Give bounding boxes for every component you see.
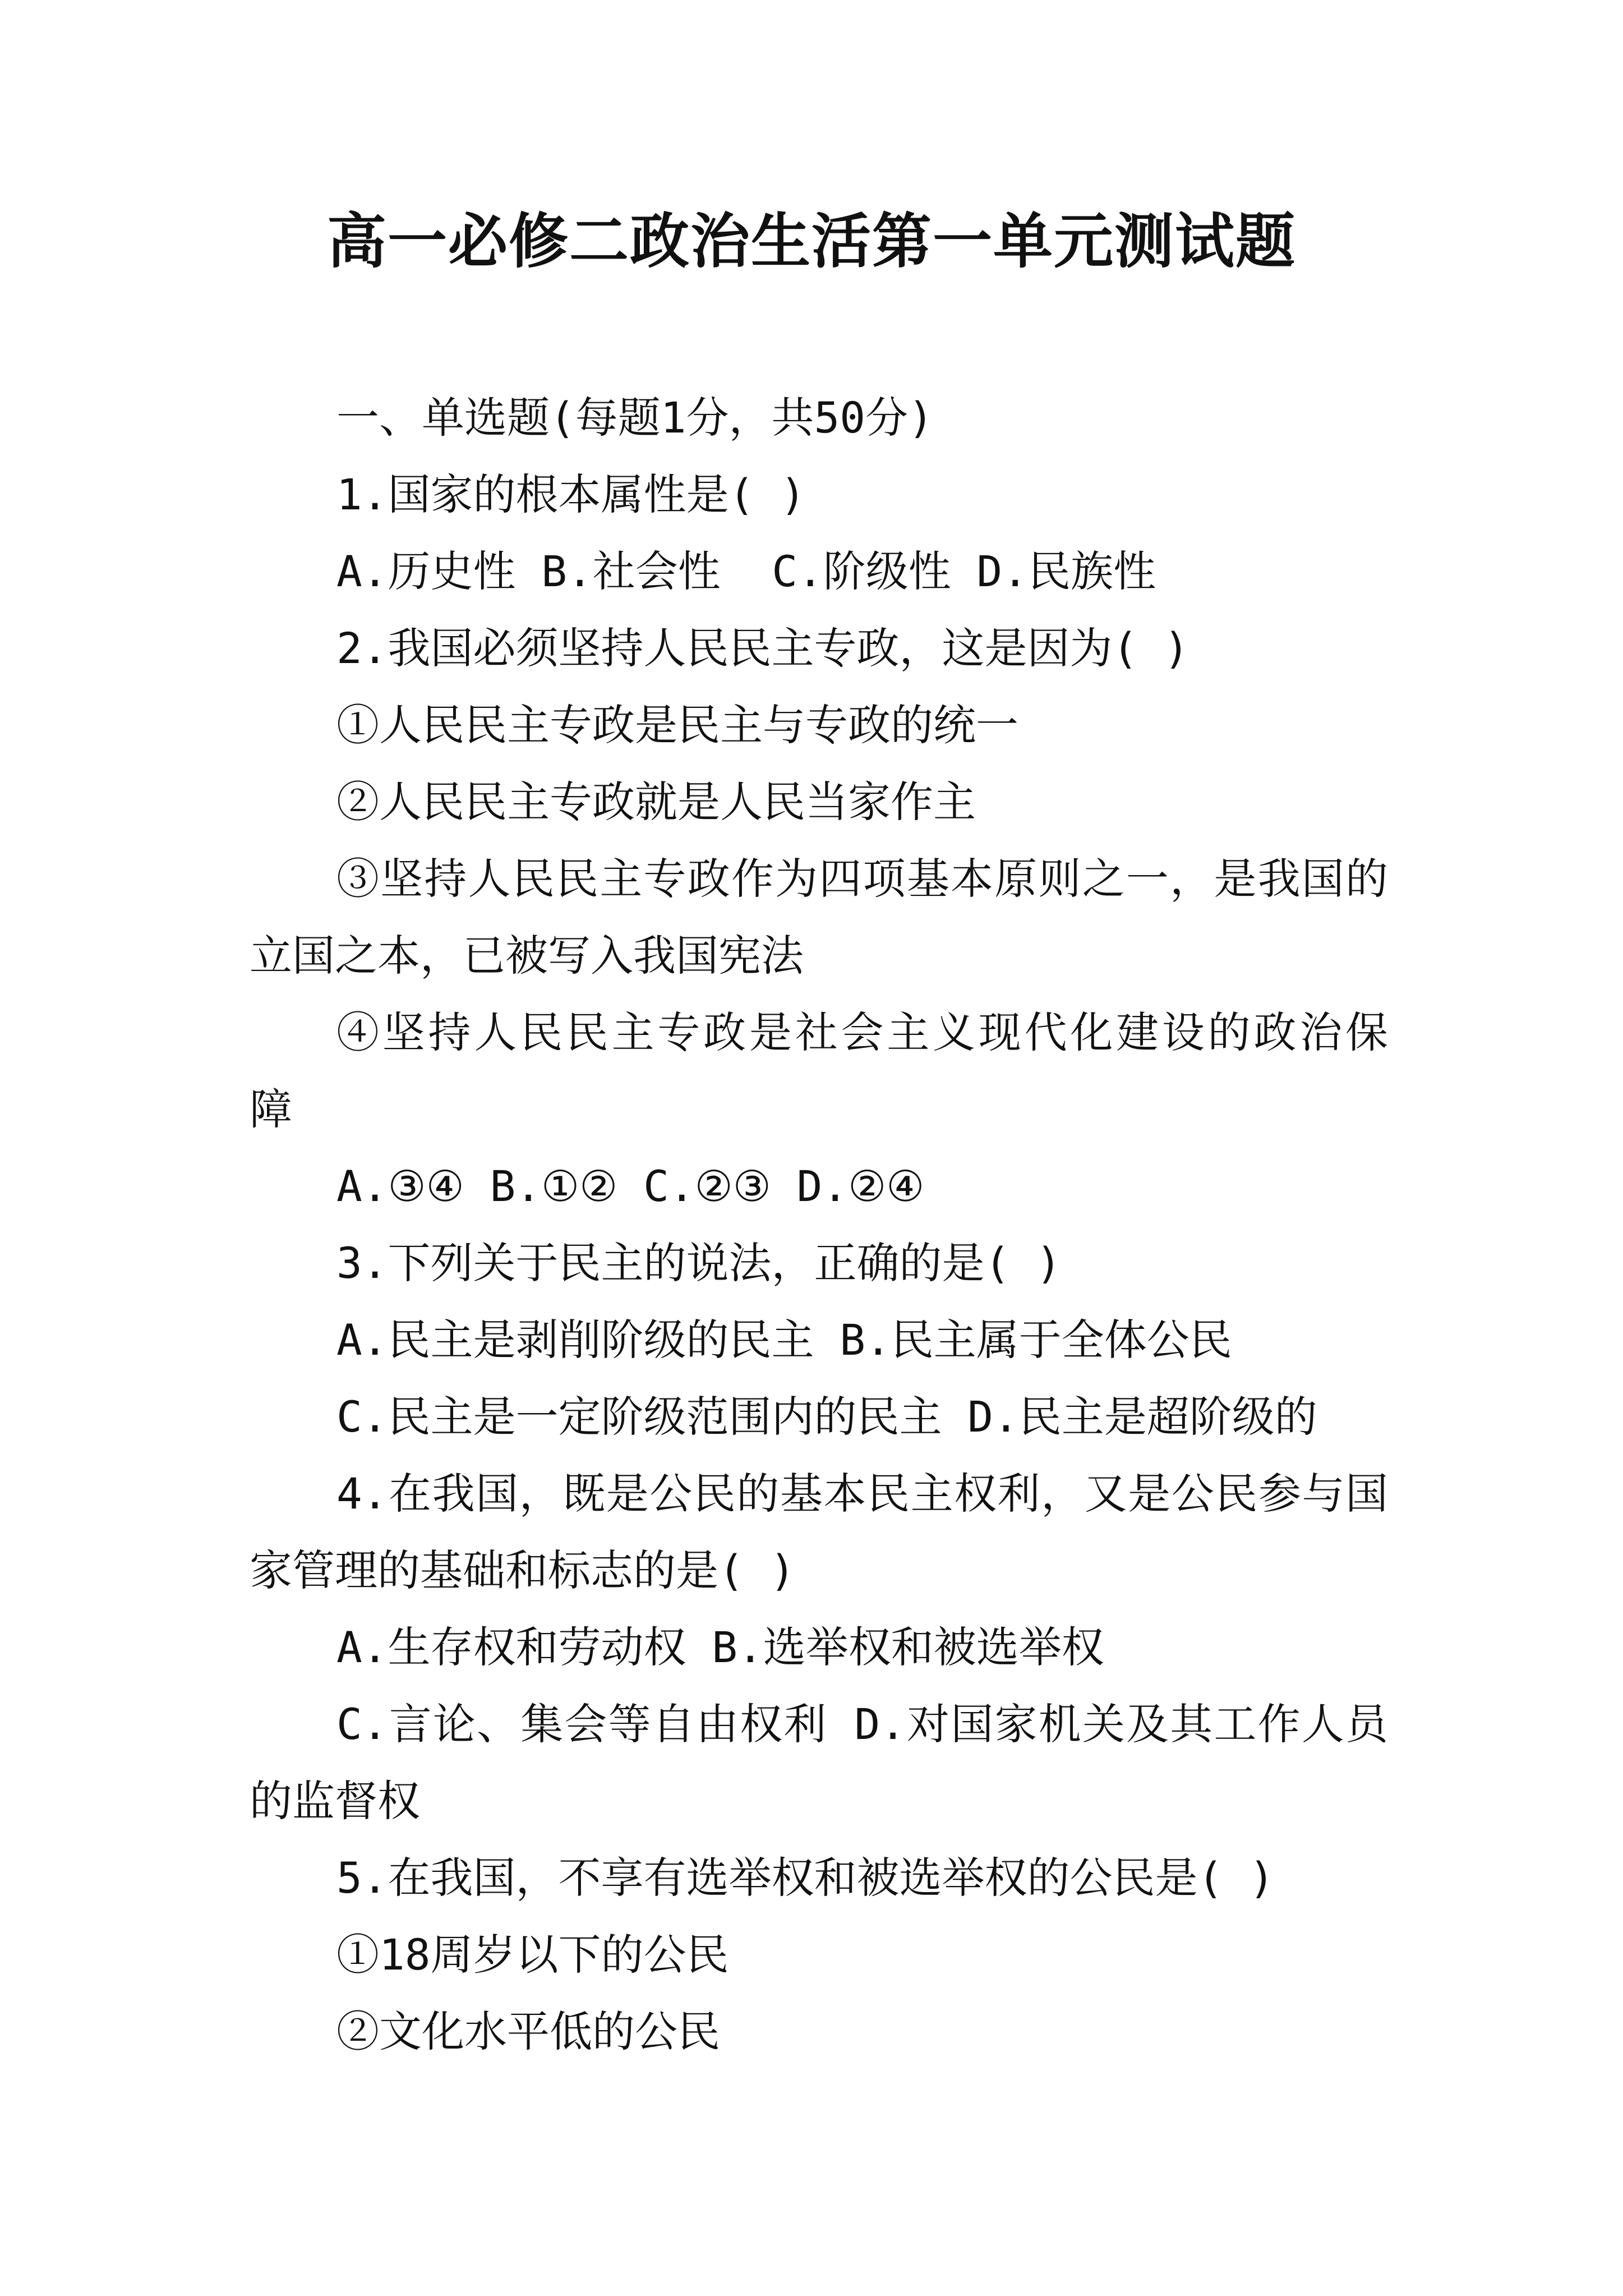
question-1: 1.国家的根本属性是( ) <box>336 470 806 519</box>
question-3-options-ab: A.民主是剥削阶级的民主 B.民主属于全体公民 <box>336 1315 1232 1365</box>
question-2-statement-4-continued: 障 <box>250 1084 292 1134</box>
question-2-statement-1: ①人民民主专政是民主与专政的统一 <box>336 700 1018 750</box>
question-4-options-ab: A.生存权和劳动权 B.选举权和被选举权 <box>336 1622 1104 1672</box>
question-1-options: A.历史性 B.社会性 C.阶级性 D.民族性 <box>336 546 1156 596</box>
section-heading: 一、单选题(每题1分，共50分) <box>336 393 934 443</box>
question-2-statement-4: ④坚持人民民主专政是社会主义现代化建设的政治保 <box>336 1007 1388 1057</box>
question-3-options-cd: C.民主是一定阶级范围内的民主 D.民主是超阶级的 <box>336 1392 1317 1442</box>
page-title: 高一必修二政治生活第一单元测试题 <box>327 206 1296 276</box>
question-5-statement-1: ①18周岁以下的公民 <box>336 1930 729 1980</box>
question-4-continued: 家管理的基础和标志的是( ) <box>250 1545 796 1595</box>
question-5-statement-2: ②文化水平低的公民 <box>336 2007 720 2056</box>
question-4-options-cd: C.言论、集会等自由权利 D.对国家机关及其工作人员 <box>336 1699 1388 1749</box>
document-body <box>250 379 1388 2070</box>
question-4-options-cd-continued: 的监督权 <box>250 1776 420 1826</box>
question-5: 5.在我国，不享有选举权和被选举权的公民是( ) <box>336 1853 1275 1903</box>
question-2-statement-3-continued: 立国之本，已被写入我国宪法 <box>250 931 804 981</box>
question-4: 4.在我国，既是公民的基本民主权利，又是公民参与国 <box>336 1469 1388 1519</box>
question-2-statement-3: ③坚持人民民主专政作为四项基本原则之一，是我国的 <box>336 854 1388 904</box>
question-2: 2.我国必须坚持人民民主专政，这是因为( ) <box>336 623 1189 673</box>
question-2-options: A.③④ B.①② C.②③ D.②④ <box>336 1161 925 1211</box>
question-2-statement-2: ②人民民主专政就是人民当家作主 <box>336 777 976 827</box>
question-3: 3.下列关于民主的说法，正确的是( ) <box>336 1238 1062 1288</box>
